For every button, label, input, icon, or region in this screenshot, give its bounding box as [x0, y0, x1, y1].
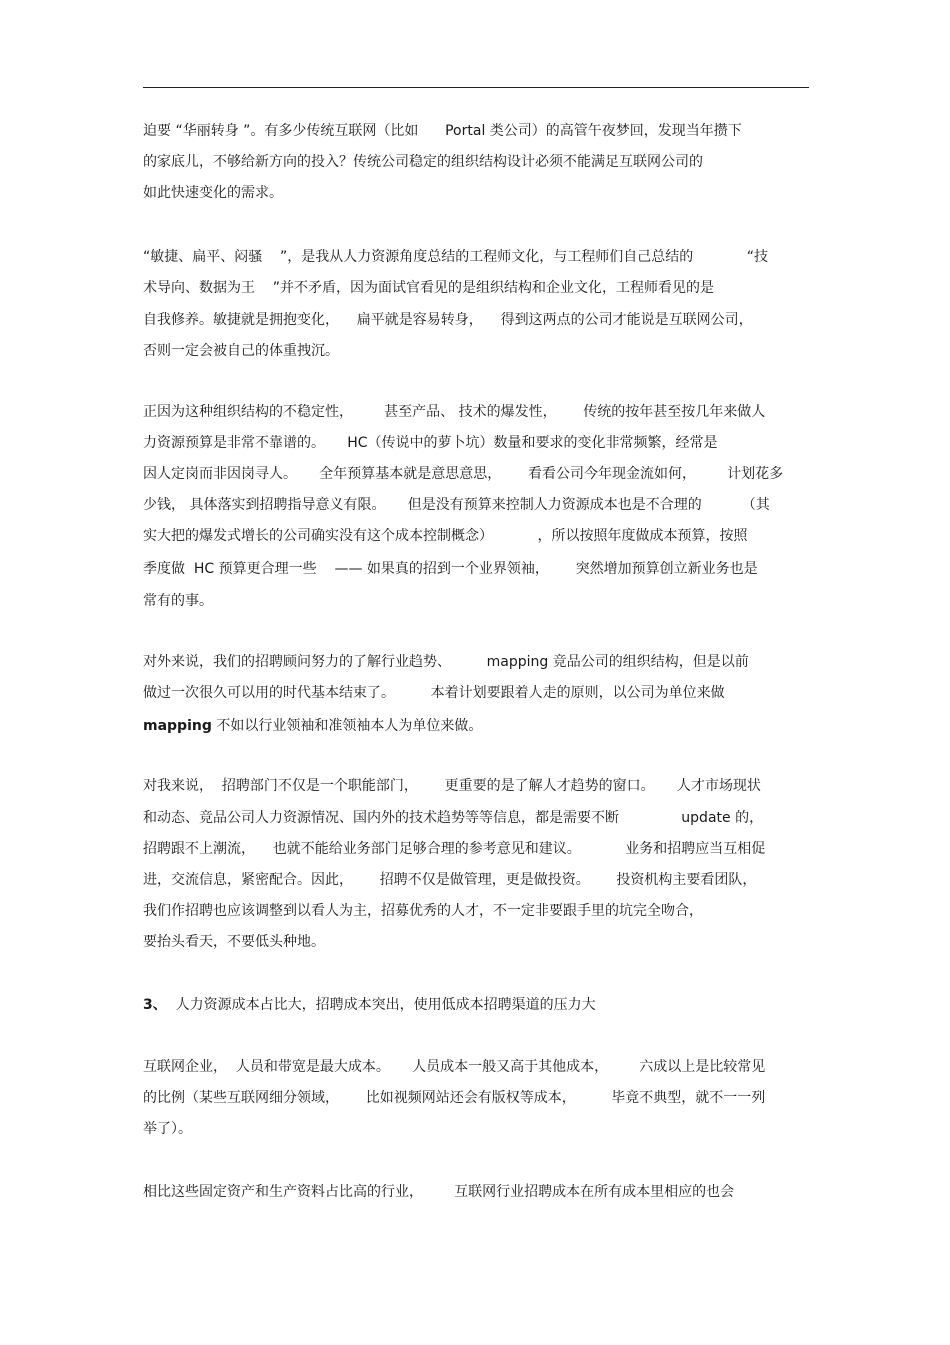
paragraph-7-line-1: 相比这些固定资产和生产资料占比高的行业， 互联网行业招聘成本在所有成本里相应的也会 [143, 1184, 735, 1200]
paragraph-5-line-5: 我们作招聘也应该调整到以看人为主，招募优秀的人才，不一定非要跟手里的坑完全吻合， [143, 903, 703, 919]
section-number: 3、 [143, 997, 167, 1013]
paragraph-2-line-1: “敏捷、扁平、闷骚 ”，是我从人力资源角度总结的工程师文化，与工程师们自己总结的 “技 [143, 249, 768, 265]
paragraph-3-line-2: 力资源预算是非常不靠谱的。 HC（传说中的萝卜坑）数量和要求的变化非常频繁，经常是 [143, 435, 718, 451]
paragraph-3-line-3: 因人定岗而非因岗寻人。 全年预算基本就是意思意思， 看看公司今年现金流如何， 计划花多 [143, 466, 784, 482]
paragraph-3-line-5: 实大把的爆发式增长的公司确实没有这个成本控制概念） ，所以按照年度做成本预算，按照 [143, 528, 748, 544]
paragraph-2-line-2: 术导向、数据为王 ”并不矛盾，因为面试官看见的是组织结构和企业文化，工程师看见的是 [143, 280, 715, 296]
paragraph-6-line-1: 互联网企业， 人员和带宽是最大成本。 人员成本一般又高于其他成本， 六成以上是比较常见 [143, 1059, 766, 1075]
mapping-term: mapping [143, 718, 212, 734]
paragraph-2-line-3: 自我修养。敏捷就是拥抱变化， 扁平就是容易转身， 得到这两点的公司才能说是互联网公司， [143, 312, 753, 328]
paragraph-4-line-1: 对外来说，我们的招聘顾问努力的了解行业趋势、 mapping 竞品公司的组织结构，但是以前 [143, 654, 749, 670]
section-heading-3 [143, 996, 596, 1014]
paragraph-4-line-3-text: 不如以行业领袖和准领袖本人为单位来做。 [211, 718, 483, 734]
paragraph-3-line-1: 正因为这种组织结构的不稳定性， 甚至产品、 技术的爆发性， 传统的按年甚至按几年来做人 [143, 404, 766, 420]
header-rule [143, 87, 809, 88]
paragraph-3-line-7: 常有的事。 [143, 593, 213, 609]
paragraph-6-line-3: 举了）。 [143, 1121, 192, 1137]
paragraph-5-line-6: 要抬头看天，不要低头种地。 [143, 934, 325, 950]
paragraph-2-line-4: 否则一定会被自己的体重拽沉。 [143, 343, 339, 359]
section-title: 人力资源成本占比大，招聘成本突出，使用低成本招聘渠道的压力大 [166, 997, 596, 1013]
paragraph-4-line-2: 做过一次很久可以用的时代基本结束了。 本着计划要跟着人走的原则，以公司为单位来做 [143, 685, 725, 701]
paragraph-6-line-2: 的比例（某些互联网细分领域， 比如视频网站还会有版权等成本， 毕竟不典型，就不一一列 [143, 1090, 766, 1106]
paragraph-1-line-2: 的家底儿，不够给新方向的投入？传统公司稳定的组织结构设计必须不能满足互联网公司的 [143, 154, 703, 170]
paragraph-5-line-2: 和动态、竞品公司人力资源情况、国内外的技术趋势等等信息，都是需要不断 update 的， [143, 810, 764, 826]
paragraph-5-line-3: 招聘跟不上潮流， 也就不能给业务部门足够合理的参考意见和建议。 业务和招聘应当互相促 [143, 841, 766, 857]
paragraph-5-line-1: 对我来说， 招聘部门不仅是一个职能部门， 更重要的是了解人才趋势的窗口。 人才市场现状 [143, 778, 761, 794]
paragraph-4-line-3 [143, 717, 482, 735]
paragraph-3-line-4: 少钱， 具体落实到招聘指导意义有限。 但是没有预算来控制人力资源成本也是不合理的 （其 [143, 497, 770, 513]
paragraph-3-line-6: 季度做 HC 预算更合理一些 —— 如果真的招到一个业界领袖， 突然增加预算创立新业务也是 [143, 561, 758, 577]
paragraph-5-line-4: 进，交流信息，紧密配合。因此， 招聘不仅是做管理，更是做投资。 投资机构主要看团队， [143, 872, 757, 888]
paragraph-1-line-3: 如此快速变化的需求。 [143, 185, 283, 201]
paragraph-1-line-1: 迫要 “华丽转身 ”。有多少传统互联网（比如 Portal 类公司）的高管午夜梦回，发现当年攒下 [143, 123, 742, 139]
